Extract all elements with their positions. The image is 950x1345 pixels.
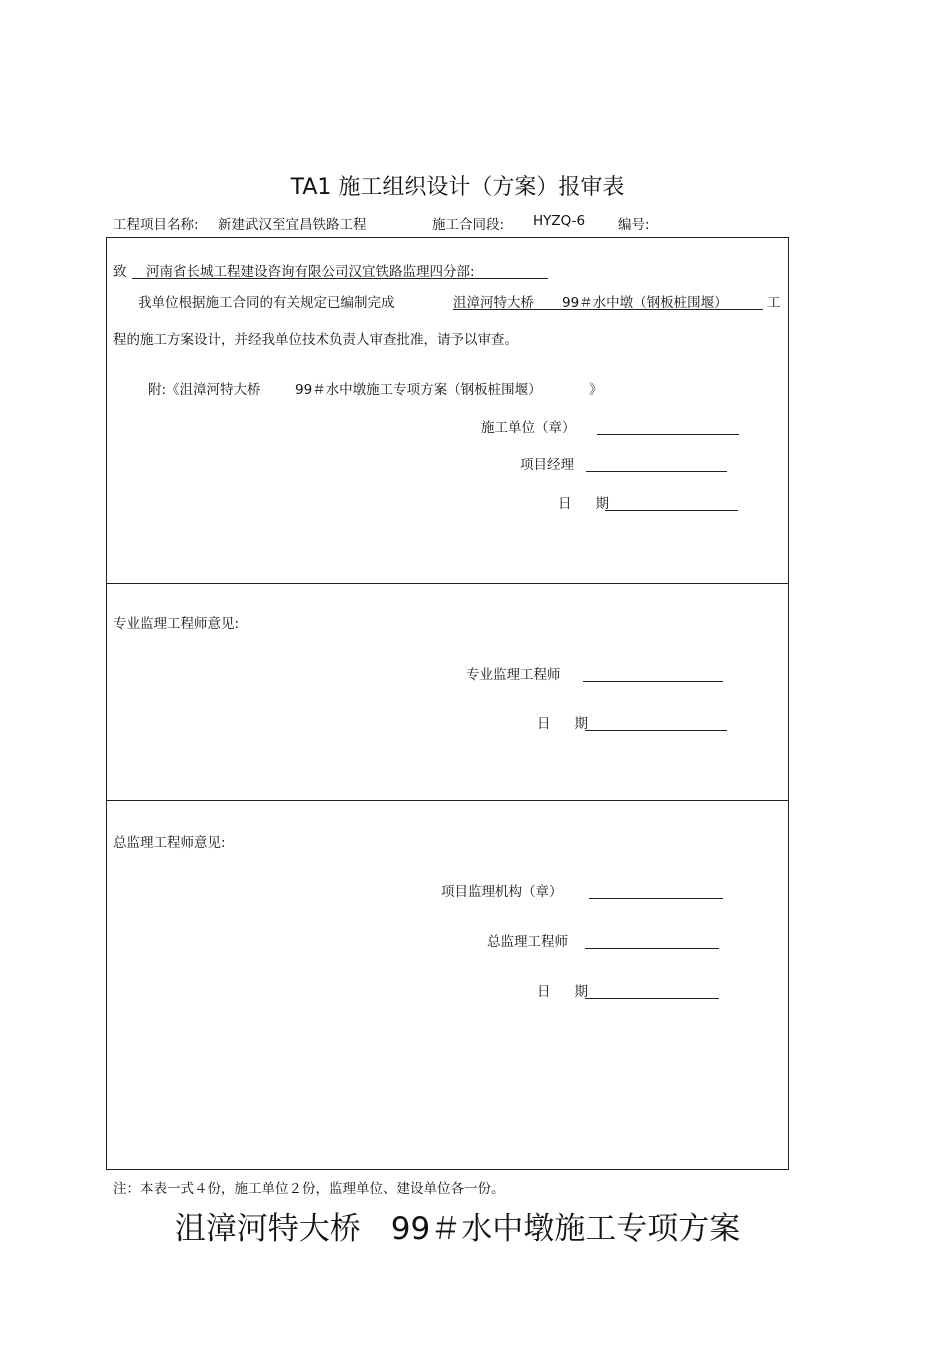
project-manager-line <box>586 471 727 472</box>
document-title: 沮漳河特大桥 99＃水中墩施工专项方案 <box>174 1211 741 1247</box>
engineer-opinion-heading: 专业监理工程师意见: <box>113 616 240 632</box>
engineer-date-line <box>585 730 727 731</box>
submission-section <box>106 237 789 584</box>
chief-date-line <box>585 998 719 999</box>
chief-opinion-heading: 总监理工程师意见: <box>113 835 226 851</box>
page-title: TA1 施工组织设计（方案）报审表 <box>290 175 625 200</box>
contract-value: HYZQ-6 <box>533 213 586 229</box>
to-recipient: 河南省长城工程建设咨询有限公司汉宜铁路监理四分部: <box>146 264 475 280</box>
attachment-title: 99＃水中墩施工专项方案（钢板桩围堰） <box>295 382 542 398</box>
number-label: 编号: <box>618 217 650 233</box>
fill-underline <box>453 309 763 310</box>
chief-engineer-line <box>585 948 719 949</box>
construction-unit-label: 施工单位（章） <box>481 420 576 436</box>
supervision-org-label: 项目监理机构（章） <box>441 884 563 900</box>
footnote: 注：本表一式４份，施工单位２份，监理单位、建设单位各一份。 <box>113 1181 505 1197</box>
recipient-underline <box>132 278 548 279</box>
contract-label: 施工合同段: <box>432 217 505 233</box>
body-line-end: 工 <box>767 295 781 311</box>
body-line2: 程的施工方案设计，并经我单位技术负责人审查批准，请予以审查。 <box>113 332 518 348</box>
attachment-suffix: 》 <box>589 382 603 398</box>
body-fill-bridge: 沮漳河特大桥 <box>453 295 534 311</box>
attachment-prefix: 附:《沮漳河特大桥 <box>148 382 261 398</box>
supervision-org-line <box>589 898 723 899</box>
chief-engineer-section <box>106 800 789 1170</box>
engineer-label: 专业监理工程师 <box>466 667 561 683</box>
engineer-date-label: 日 期 <box>537 716 588 732</box>
engineer-line <box>583 681 723 682</box>
project-name: 新建武汉至宜昌铁路工程 <box>218 217 367 233</box>
construction-unit-line <box>597 434 739 435</box>
project-manager-label: 项目经理 <box>520 457 574 473</box>
chief-date-label: 日 期 <box>537 984 588 1000</box>
body-fill-pier: 99＃水中墩（钢板桩围堰） <box>562 295 728 311</box>
date-line <box>605 510 738 511</box>
project-label: 工程项目名称: <box>113 217 199 233</box>
date-label: 日 期 <box>558 496 609 512</box>
body-start: 我单位根据施工合同的有关规定已编制完成 <box>138 295 395 311</box>
chief-engineer-label: 总监理工程师 <box>487 934 568 950</box>
to-prefix: 致 <box>113 264 127 280</box>
